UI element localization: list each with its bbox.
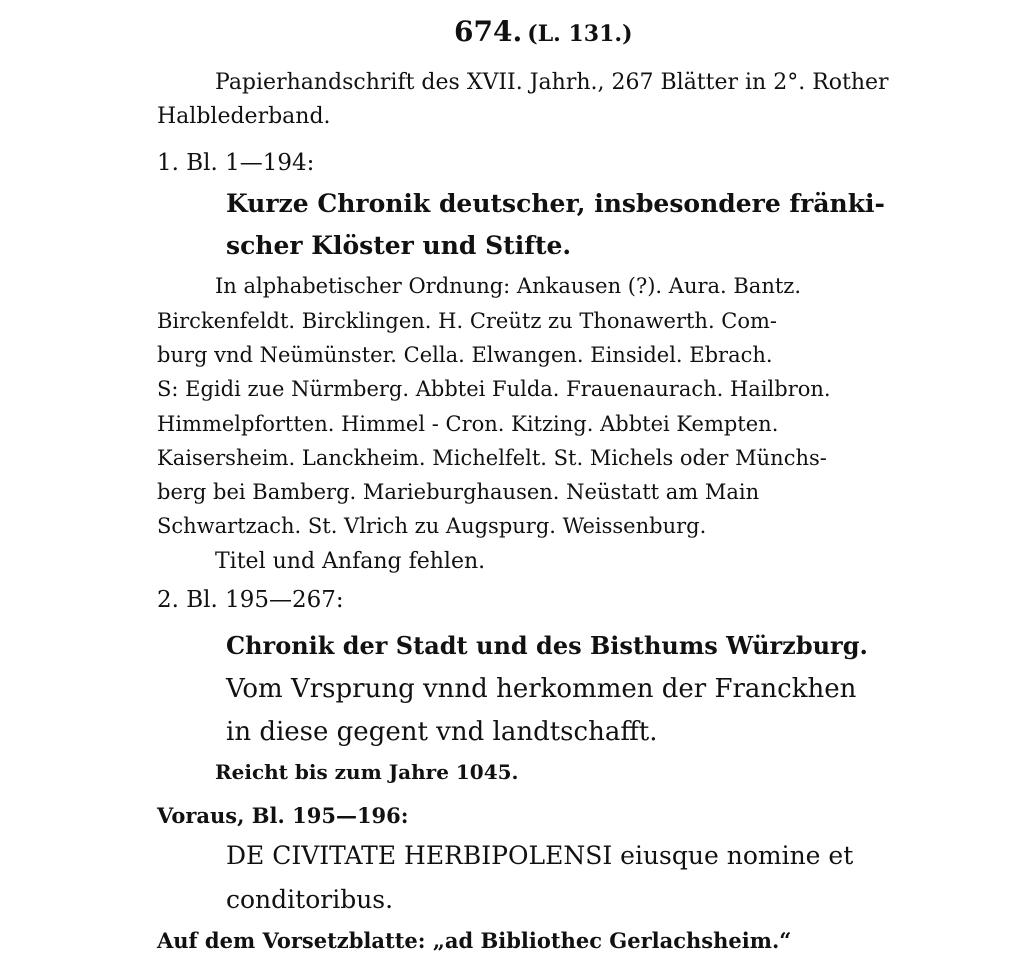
preface-title-line-1: DE CIVITATE HERBIPOLENSI eiusque nomine et [226,841,854,870]
section-1-contents-line: burg vnd Neümünster. Cella. Elwangen. Einsidel. Ebrach. [157,343,773,367]
section-2-title: Chronik der Stadt und des Bisthums Würzburg. [226,631,868,660]
description-line-2: Halblederband. [157,104,331,129]
section-1-title-line-2: scher Klöster und Stifte. [226,231,572,260]
description-line-1: Papierhandschrift des XVII. Jahrh., 267 Blätter in 2°. Rother [215,70,889,95]
preface-title-line-2: conditoribus. [226,885,394,914]
entry-reference: (L. 131.) [527,21,633,47]
section-1-contents-line: Himmelpfortten. Himmel - Cron. Kitzing. Abbtei Kempten. [157,412,779,436]
section-1-contents-line: Kaisersheim. Lanckheim. Michelfelt. St. Michels oder Münchs- [157,446,827,470]
section-1-title-line-1: Kurze Chronik deutscher, insbesondere fränki- [226,189,885,218]
section-1-contents-line: berg bei Bamberg. Marieburghausen. Neüstatt am Main [157,480,760,504]
section-2-note: Reicht bis zum Jahre 1045. [215,760,519,784]
preface-label: Voraus, Bl. 195—196: [157,803,409,828]
section-1-contents-line: Schwartzach. St. Vlrich zu Augspurg. Weissenburg. [157,514,707,538]
section-2-subtitle-line-1: Vom Vrsprung vnnd herkommen der Franckhen [226,674,857,704]
section-1-note: Titel und Anfang fehlen. [215,549,486,574]
section-1-contents-line: S: Egidi zue Nürmberg. Abbtei Fulda. Frauenaurach. Hailbron. [157,377,831,401]
entry-number: 674. [454,15,523,48]
section-2-subtitle-line-2: in diese gegent vnd landtschafft. [226,717,658,747]
section-1-contents-line: Birckenfeldt. Bircklingen. H. Creütz zu Thonawerth. Com- [157,309,778,333]
entry-header [454,15,633,48]
section-2-label: 2. Bl. 195—267: [157,587,344,613]
flyleaf-note: Auf dem Vorsetzblatte: „ad Bibliothec Gerlachsheim.“ [157,928,792,953]
section-1-label: 1. Bl. 1—194: [157,150,315,176]
section-1-contents-line: In alphabetischer Ordnung: Ankausen (?). Aura. Bantz. [215,274,802,298]
